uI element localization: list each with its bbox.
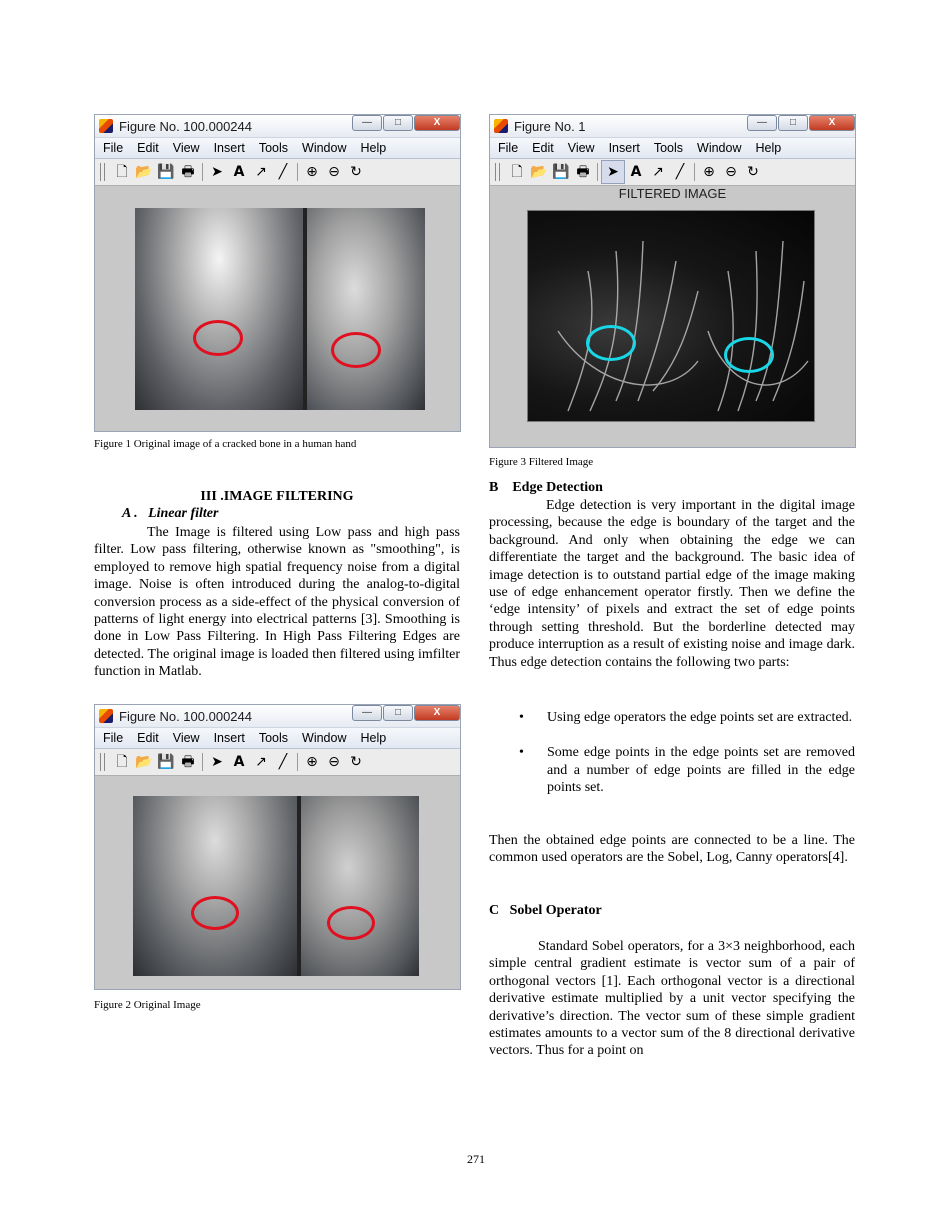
print-icon[interactable]: 🖶 bbox=[181, 754, 195, 770]
zoom-in-icon[interactable]: ⊕ bbox=[703, 164, 715, 180]
toolbar bbox=[95, 749, 460, 776]
menu-edit[interactable]: Edit bbox=[137, 141, 159, 155]
maximize-button[interactable]: □ bbox=[778, 115, 808, 131]
matlab-logo-icon bbox=[99, 119, 113, 133]
figure-canvas bbox=[95, 186, 460, 432]
xray-panel-left bbox=[135, 208, 303, 410]
matlab-figure-window-2 bbox=[94, 704, 461, 990]
rotate-icon[interactable]: ↻ bbox=[350, 164, 362, 180]
line-icon[interactable]: ╱ bbox=[278, 164, 288, 180]
arrow-icon[interactable]: ↗ bbox=[255, 754, 267, 770]
menu-file[interactable]: File bbox=[103, 141, 124, 155]
list-item bbox=[489, 709, 855, 726]
menu-window[interactable]: Window bbox=[302, 141, 347, 155]
toolbar bbox=[490, 159, 855, 186]
menu-edit[interactable]: Edit bbox=[532, 141, 554, 155]
xray-panel-left bbox=[133, 796, 297, 976]
maximize-button[interactable]: □ bbox=[383, 705, 413, 721]
xray-panel-right bbox=[301, 796, 419, 976]
paragraph-edge-detection bbox=[489, 497, 855, 671]
window-title: Figure No. 100.000244 bbox=[119, 118, 252, 134]
paragraph-text: Then the obtained edge points are connected to be a line. The common used operators are the Sobel, Log, Canny operators[4]. bbox=[489, 833, 855, 866]
toolbar-grip bbox=[495, 163, 500, 181]
open-folder-icon[interactable]: 📂 bbox=[530, 164, 548, 180]
figure-2-caption: Figure 2 Original Image bbox=[94, 999, 201, 1011]
open-folder-icon[interactable]: 📂 bbox=[135, 164, 153, 180]
arrow-icon[interactable]: ↗ bbox=[652, 164, 664, 180]
toolbar-separator bbox=[297, 753, 298, 771]
detected-circle-marker bbox=[586, 325, 636, 361]
section-heading-image-filtering: III .IMAGE FILTERING bbox=[200, 489, 354, 504]
save-icon[interactable]: 💾 bbox=[552, 164, 570, 180]
bullet-icon: • bbox=[519, 745, 524, 761]
zoom-out-icon[interactable]: ⊖ bbox=[328, 164, 340, 180]
menu-bar bbox=[95, 727, 460, 749]
toolbar-grip bbox=[100, 753, 105, 771]
window-title: Figure No. 1 bbox=[514, 118, 586, 134]
menu-tools[interactable]: Tools bbox=[258, 141, 289, 155]
menu-help[interactable]: Help bbox=[360, 141, 387, 155]
menu-help[interactable]: Help bbox=[755, 141, 782, 155]
text-icon[interactable]: A bbox=[233, 754, 245, 770]
toolbar-separator bbox=[694, 163, 695, 181]
xray-hand-image bbox=[135, 208, 425, 410]
menu-view[interactable]: View bbox=[567, 141, 595, 155]
menu-view[interactable]: View bbox=[172, 731, 200, 745]
toolbar-separator bbox=[597, 163, 598, 181]
print-icon[interactable]: 🖶 bbox=[576, 164, 590, 180]
rotate-icon[interactable]: ↻ bbox=[350, 754, 362, 770]
minimize-button[interactable]: — bbox=[747, 115, 777, 131]
close-button[interactable]: X bbox=[414, 115, 460, 131]
matlab-logo-icon bbox=[494, 119, 508, 133]
save-icon[interactable]: 💾 bbox=[157, 164, 175, 180]
bullet-list bbox=[489, 709, 855, 815]
xray-panel-right bbox=[307, 208, 425, 410]
toolbar-separator bbox=[297, 163, 298, 181]
zoom-in-icon[interactable]: ⊕ bbox=[306, 164, 318, 180]
minimize-button[interactable]: — bbox=[352, 115, 382, 131]
close-button[interactable]: X bbox=[414, 705, 460, 721]
close-button[interactable]: X bbox=[809, 115, 855, 131]
section-heading-edge-detection: B Edge Detection bbox=[489, 480, 603, 495]
menu-tools[interactable]: Tools bbox=[653, 141, 684, 155]
figure-1-caption: Figure 1 Original image of a cracked bone in a human hand bbox=[94, 438, 357, 450]
page-number: 271 bbox=[467, 1152, 485, 1166]
window-title: Figure No. 100.000244 bbox=[119, 708, 252, 724]
line-icon[interactable]: ╱ bbox=[278, 754, 288, 770]
zoom-in-icon[interactable]: ⊕ bbox=[306, 754, 318, 770]
arrow-icon[interactable]: ↗ bbox=[255, 164, 267, 180]
title-bar bbox=[95, 705, 460, 727]
menu-file[interactable]: File bbox=[498, 141, 519, 155]
menu-window[interactable]: Window bbox=[302, 731, 347, 745]
pointer-icon[interactable]: ➤ bbox=[601, 160, 625, 184]
menu-edit[interactable]: Edit bbox=[137, 731, 159, 745]
toolbar-grip bbox=[100, 163, 105, 181]
paragraph-text: The Image is filtered using Low pass and high pass filter. Low pass filtering, otherwise known as "smoothing", is employed to remove high spatial frequency noise from a digital image. Noise is often introduced during the analog-to-digital conversion process as a side-effect of the physical conversion of patterns of light energy into electrical patterns [3]. Smoothing is done in Low Pass Filtering. In High Pass Filtering Edges are detected. The original image is loaded then filtered using imfilter function in Matlab. bbox=[94, 525, 460, 680]
xray-hand-image bbox=[133, 796, 419, 976]
menu-insert[interactable]: Insert bbox=[213, 141, 245, 155]
menu-help[interactable]: Help bbox=[360, 731, 387, 745]
menu-window[interactable]: Window bbox=[697, 141, 742, 155]
open-folder-icon[interactable]: 📂 bbox=[135, 754, 153, 770]
fracture-marker-circle bbox=[331, 332, 381, 368]
plot-title: FILTERED IMAGE bbox=[618, 186, 727, 201]
list-item-text: Some edge points in the edge points set are removed and a number of edge points are filled in the edge points set. bbox=[547, 745, 855, 796]
menu-insert[interactable]: Insert bbox=[608, 141, 640, 155]
menu-file[interactable]: File bbox=[103, 731, 124, 745]
edge-lines bbox=[528, 211, 814, 421]
toolbar-separator bbox=[202, 753, 203, 771]
filtered-edge-image bbox=[527, 210, 815, 422]
pointer-icon[interactable]: ➤ bbox=[211, 164, 223, 180]
subsection-heading-linear-filter: A . Linear filter bbox=[122, 506, 219, 521]
line-icon[interactable]: ╱ bbox=[675, 164, 685, 180]
save-icon[interactable]: 💾 bbox=[157, 754, 175, 770]
paragraph-image-filtering bbox=[94, 524, 460, 681]
menu-bar bbox=[95, 137, 460, 159]
section-heading-sobel-operator: C Sobel Operator bbox=[489, 903, 602, 918]
title-bar bbox=[490, 115, 855, 137]
matlab-figure-window-3 bbox=[489, 114, 856, 448]
toolbar-separator bbox=[202, 163, 203, 181]
menu-bar bbox=[490, 137, 855, 159]
fracture-marker-circle bbox=[191, 896, 239, 930]
minimize-button[interactable]: — bbox=[352, 705, 382, 721]
text-icon[interactable]: A bbox=[630, 164, 642, 180]
bullet-icon: • bbox=[519, 710, 524, 725]
paragraph-text: Standard Sobel operators, for a 3×3 neighborhood, each simple central gradient estimate is vector sum of a pair of orthogonal vectors [1]. Each orthogonal vector is a directional derivative estimate multiplied by a unit vector specifying the derivative’s direction. The vector sum of these simple gradient estimates amounts to a vector sum of the 8 directional derivative vectors. Thus for a point on bbox=[489, 939, 855, 1059]
paragraph-text: Edge detection is very important in the digital image processing, because the edge is boundary of the target and the background. And only when obtaining the edge we can differentiate the target and the background. The basic idea of image detection is to outstand partial edge of the image making use of edge enhancement operator firstly. Then we define the ‘edge intensity’ of pixels and extract the set of edge points through setting threshold. But the borderline detected may produce interruption as a result of existing noise and image dark. Thus edge detection contains the following two parts: bbox=[489, 498, 855, 670]
figure-canvas bbox=[490, 186, 855, 448]
list-item bbox=[489, 744, 855, 796]
menu-insert[interactable]: Insert bbox=[213, 731, 245, 745]
print-icon[interactable]: 🖶 bbox=[181, 164, 195, 180]
figure-3-caption: Figure 3 Filtered Image bbox=[489, 456, 594, 468]
pointer-icon[interactable]: ➤ bbox=[211, 754, 223, 770]
fracture-marker-circle bbox=[193, 320, 243, 356]
paragraph-sobel-operator bbox=[489, 938, 855, 1060]
toolbar bbox=[95, 159, 460, 186]
new-file-icon[interactable]: 🗋 bbox=[116, 164, 128, 180]
zoom-out-icon[interactable]: ⊖ bbox=[328, 754, 340, 770]
zoom-out-icon[interactable]: ⊖ bbox=[725, 164, 737, 180]
detected-circle-marker bbox=[724, 337, 774, 373]
menu-tools[interactable]: Tools bbox=[258, 731, 289, 745]
figure-canvas bbox=[95, 776, 460, 990]
fracture-marker-circle bbox=[327, 906, 375, 940]
maximize-button[interactable]: □ bbox=[383, 115, 413, 131]
menu-view[interactable]: View bbox=[172, 141, 200, 155]
title-bar bbox=[95, 115, 460, 137]
list-item-text: Using edge operators the edge points set are extracted. bbox=[547, 710, 853, 725]
rotate-icon[interactable]: ↻ bbox=[747, 164, 759, 180]
matlab-logo-icon bbox=[99, 709, 113, 723]
text-icon[interactable]: A bbox=[233, 164, 245, 180]
new-file-icon[interactable]: 🗋 bbox=[116, 754, 128, 770]
new-file-icon[interactable]: 🗋 bbox=[511, 164, 523, 180]
paragraph-edge-connection bbox=[489, 832, 855, 867]
matlab-figure-window-1 bbox=[94, 114, 461, 432]
